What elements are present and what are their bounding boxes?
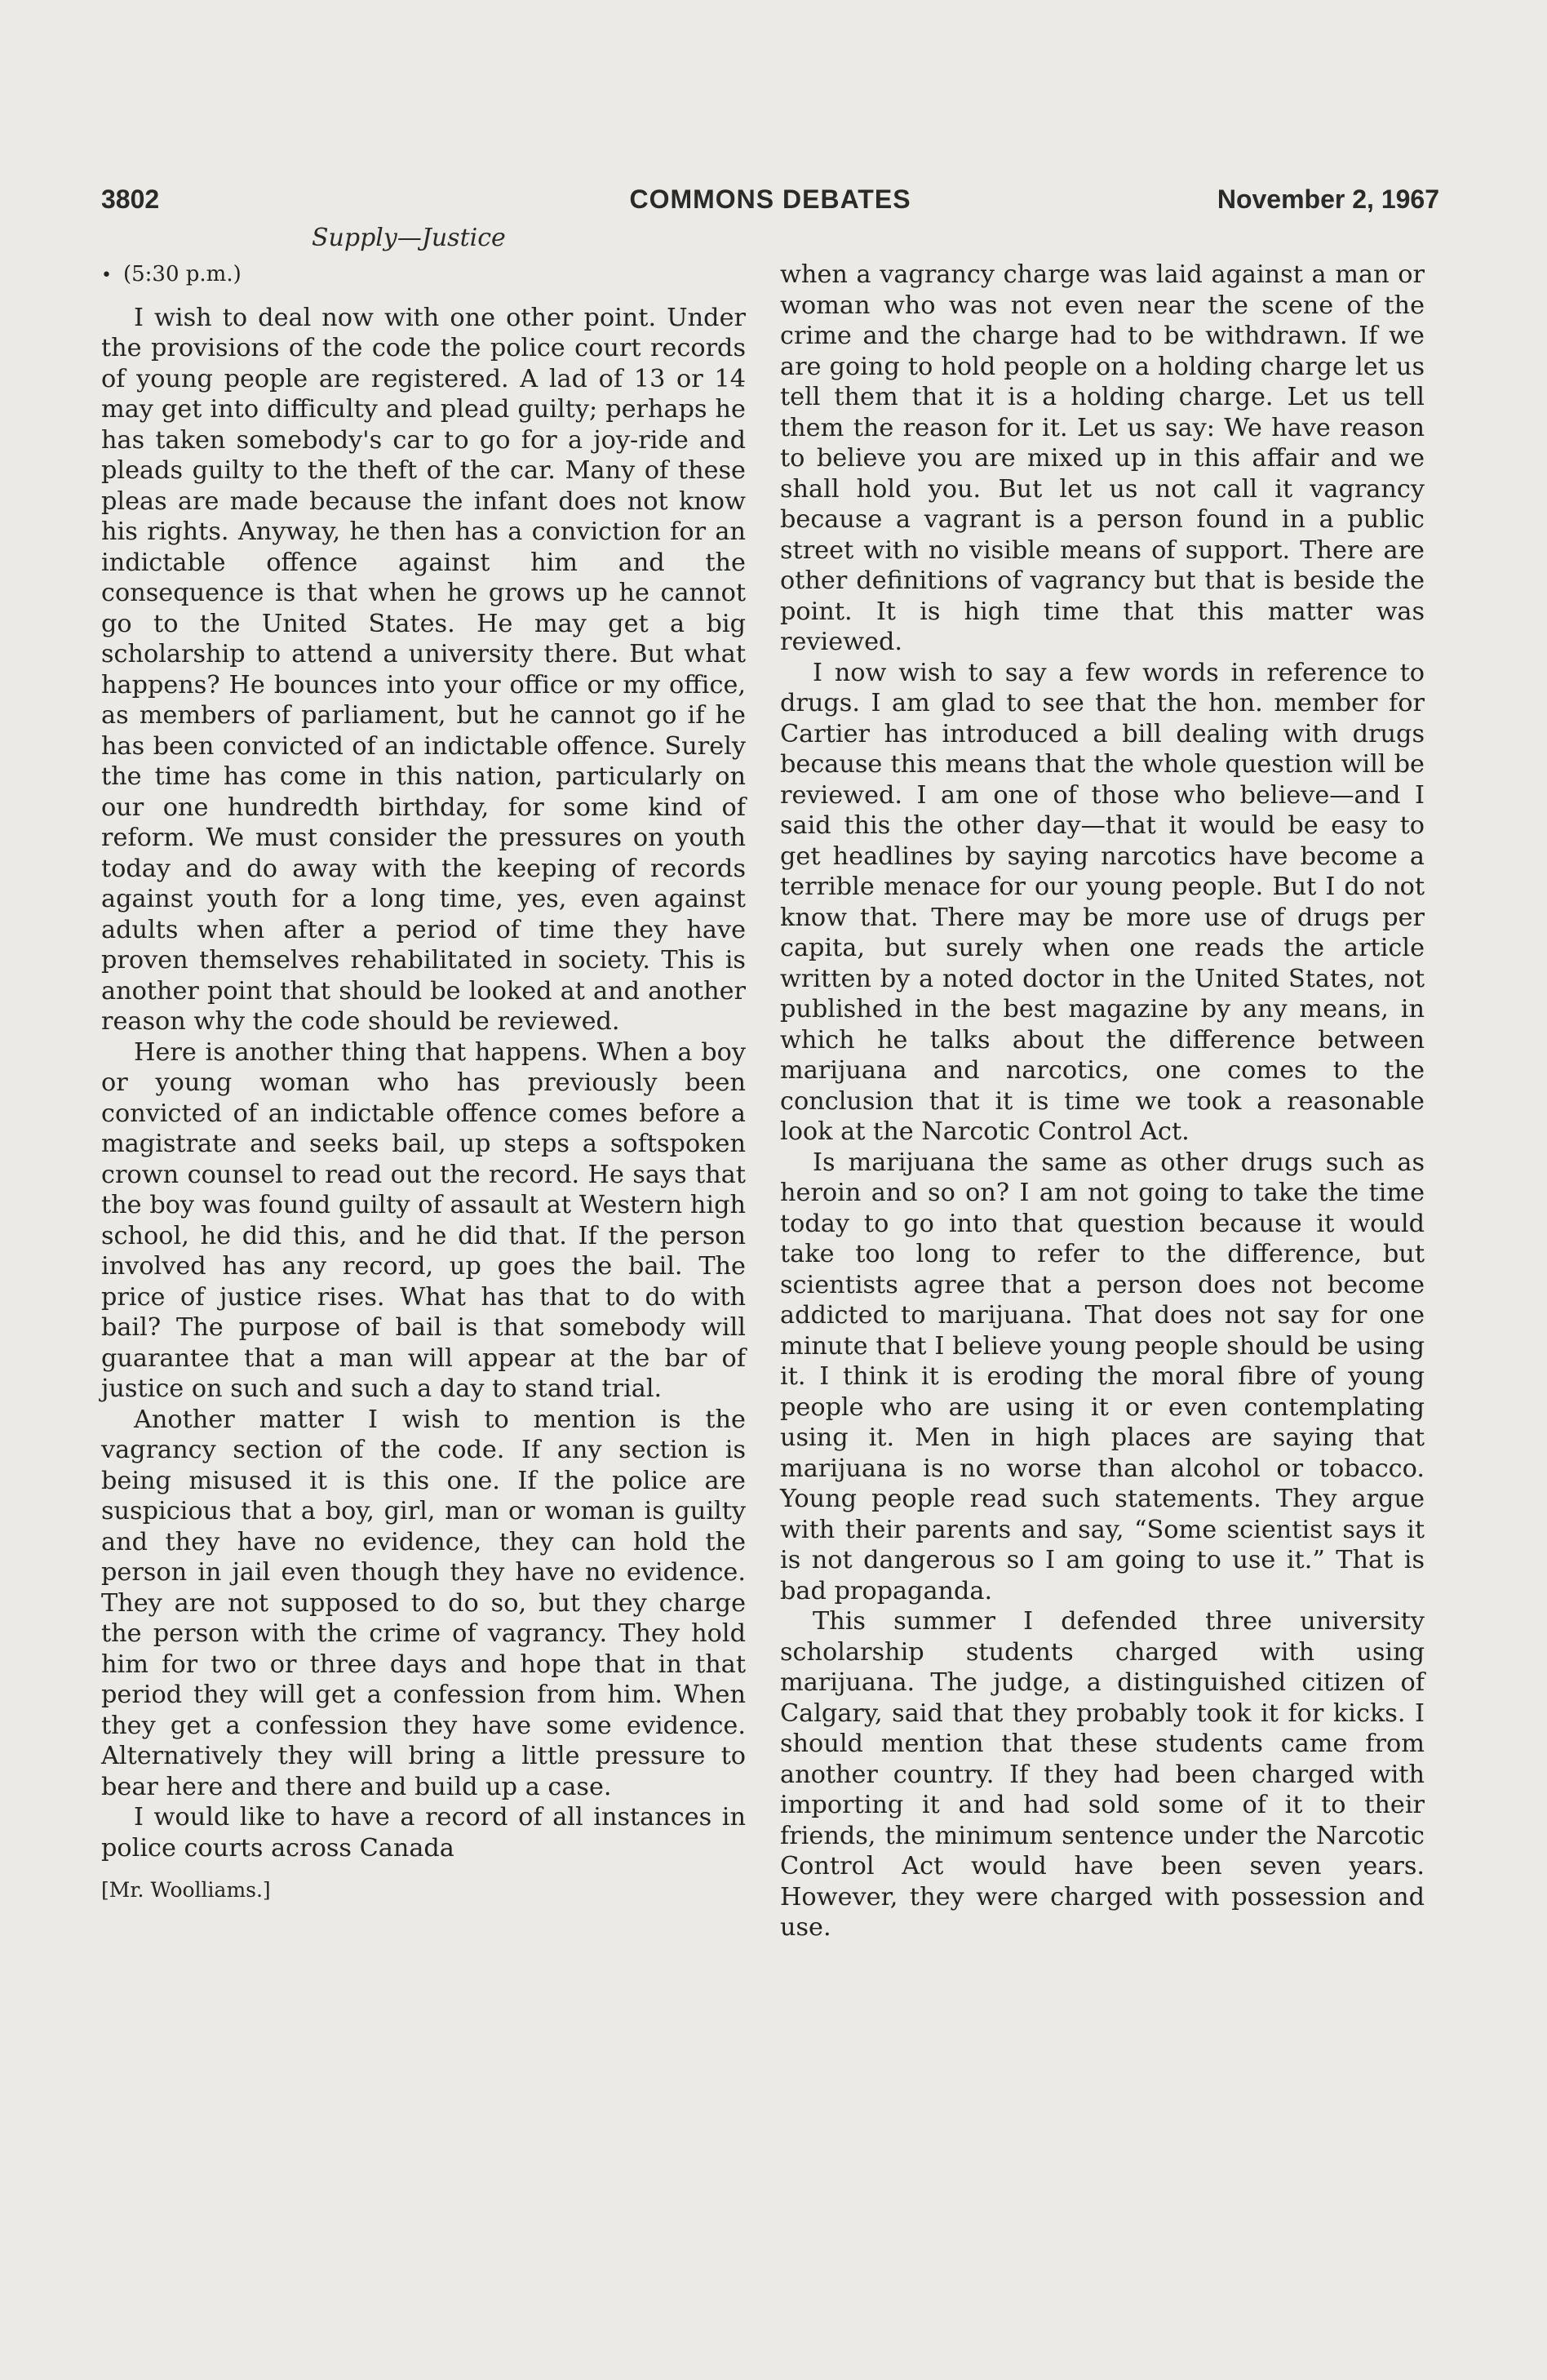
paragraph: Here is another thing that happens. When a boy or young woman who has previously been convicted of an indictable offence comes before a magistrate and seeks bail, up steps a softspoken crown counsel to read out the record. He says that the boy was found guilty of assault at Western high school, he did this, and he did that. If the person involved has any record, up goes the bail. The price of justice rises. What has that to do with bail? The purpose of bail is that somebody will guarantee that a man will appear at the bar of justice on such and such a day to stand trial. — [101, 1037, 746, 1403]
bullet-icon: • — [101, 265, 112, 286]
time-stamp: (5:30 p.m.) — [122, 262, 242, 286]
speaker-attribution: [Mr. Woolliams.] — [101, 1878, 271, 1902]
paragraph: Another matter I wish to mention is the vagrancy section of the code. If any section is being misused it is this one. If the police are suspicious that a boy, girl, man or woman is guilty and they have no evidence, they can hold the person in jail even though they have no evidence. They are not supposed to do so, but they charge the person with the crime of vagrancy. They hold him for two or three days and hope that in that period they will get a confession from him. When they get a confession they have some evidence. Alternatively they will bring a little pressure to bear here and there and build up a case. — [101, 1405, 746, 1801]
page-header — [101, 184, 1439, 220]
page-number: 3802 — [101, 184, 160, 214]
paragraph: I wish to deal now with one other point. Under the provisions of the code the police court records of young people are registered. A lad of 13 or 14 may get into difficulty and plead guilty; perhaps he has taken somebody's car to go for a joy-ride and pleads guilty to the theft of the car. Many of these pleas are made because the infant does not know his rights. Anyway, he then has a conviction for an indictable offence against him and the consequence is that when he grows up he cannot go to the United States. He may get a big scholarship to attend a university there. But what happens? He bounces into your office or my office, as members of parliament, but he cannot go if he has been convicted of an indictable offence. Surely the time has come in this nation, particularly on our one hundredth birthday, for some kind of reform. We must consider the pressures on youth today and do away with the keeping of records against youth for a long time, yes, even against adults when after a period of time they have proven themselves rehabilitated in society. This is another point that should be looked at and another reason why the code should be reviewed. — [101, 303, 746, 1036]
journal-title: COMMONS DEBATES — [629, 184, 911, 214]
paragraph: I now wish to say a few words in reference to drugs. I am glad to see that the hon. member for Cartier has introduced a bill dealing with drugs because this means that the whole question will be reviewed. I am one of those who believe—and I said this the other day—that it would be easy to get headlines by saying narcotics have become a terrible menace for our young people. But I do not know that. There may be more use of drugs per capita, but surely when one reads the article written by a noted doctor in the United States, not published in the best magazine by any means, in which he talks about the difference between marijuana and narcotics, one comes to the conclusion that it is time we took a reasonable look at the Narcotic Control Act. — [780, 658, 1425, 1146]
paragraph: Is marijuana the same as other drugs such as heroin and so on? I am not going to take the time today to go into that question because it would take too long to refer to the difference, but scientists agree that a person does not become addicted to marijuana. That does not say for one minute that I believe young people should be using it. I think it is eroding the moral fibre of young people who are using it or even contemplating using it. Men in high places are saying that marijuana is no worse than alcohol or tobacco. Young people read such statements. They argue with their parents and say, “Some scientist says it is not dangerous so I am going to use it.” That is bad propaganda. — [780, 1148, 1425, 1605]
right-column — [780, 260, 1425, 1943]
paragraph: I would like to have a record of all instances in police courts across Canada — [101, 1803, 746, 1863]
time-marker — [101, 260, 746, 291]
publication-date: November 2, 1967 — [1217, 184, 1439, 214]
paragraph: when a vagrancy charge was laid against a man or woman who was not even near the scene of the crime and the charge had to be withdrawn. If we are going to hold people on a holding charge let us tell them that it is a holding charge. Let us tell them the reason for it. Let us say: We have reason to believe you are mixed up in this affair and we shall hold you. But let us not call it vagrancy because a vagrant is a person found in a public street with no visible means of support. There are other definitions of vagrancy but that is beside the point. It is high time that this matter was reviewed. — [780, 260, 1425, 656]
section-subtitle: Supply—Justice — [312, 224, 506, 252]
paragraph: This summer I defended three university scholarship students charged with using marijuana. The judge, a distinguished citizen of Calgary, said that they probably took it for kicks. I should mention that these students came from another country. If they had been charged with importing it and had sold some of it to their friends, the minimum sentence under the Narcotic Control Act would have been seven years. However, they were charged with possession and use. — [780, 1607, 1425, 1942]
left-column — [101, 260, 746, 1906]
